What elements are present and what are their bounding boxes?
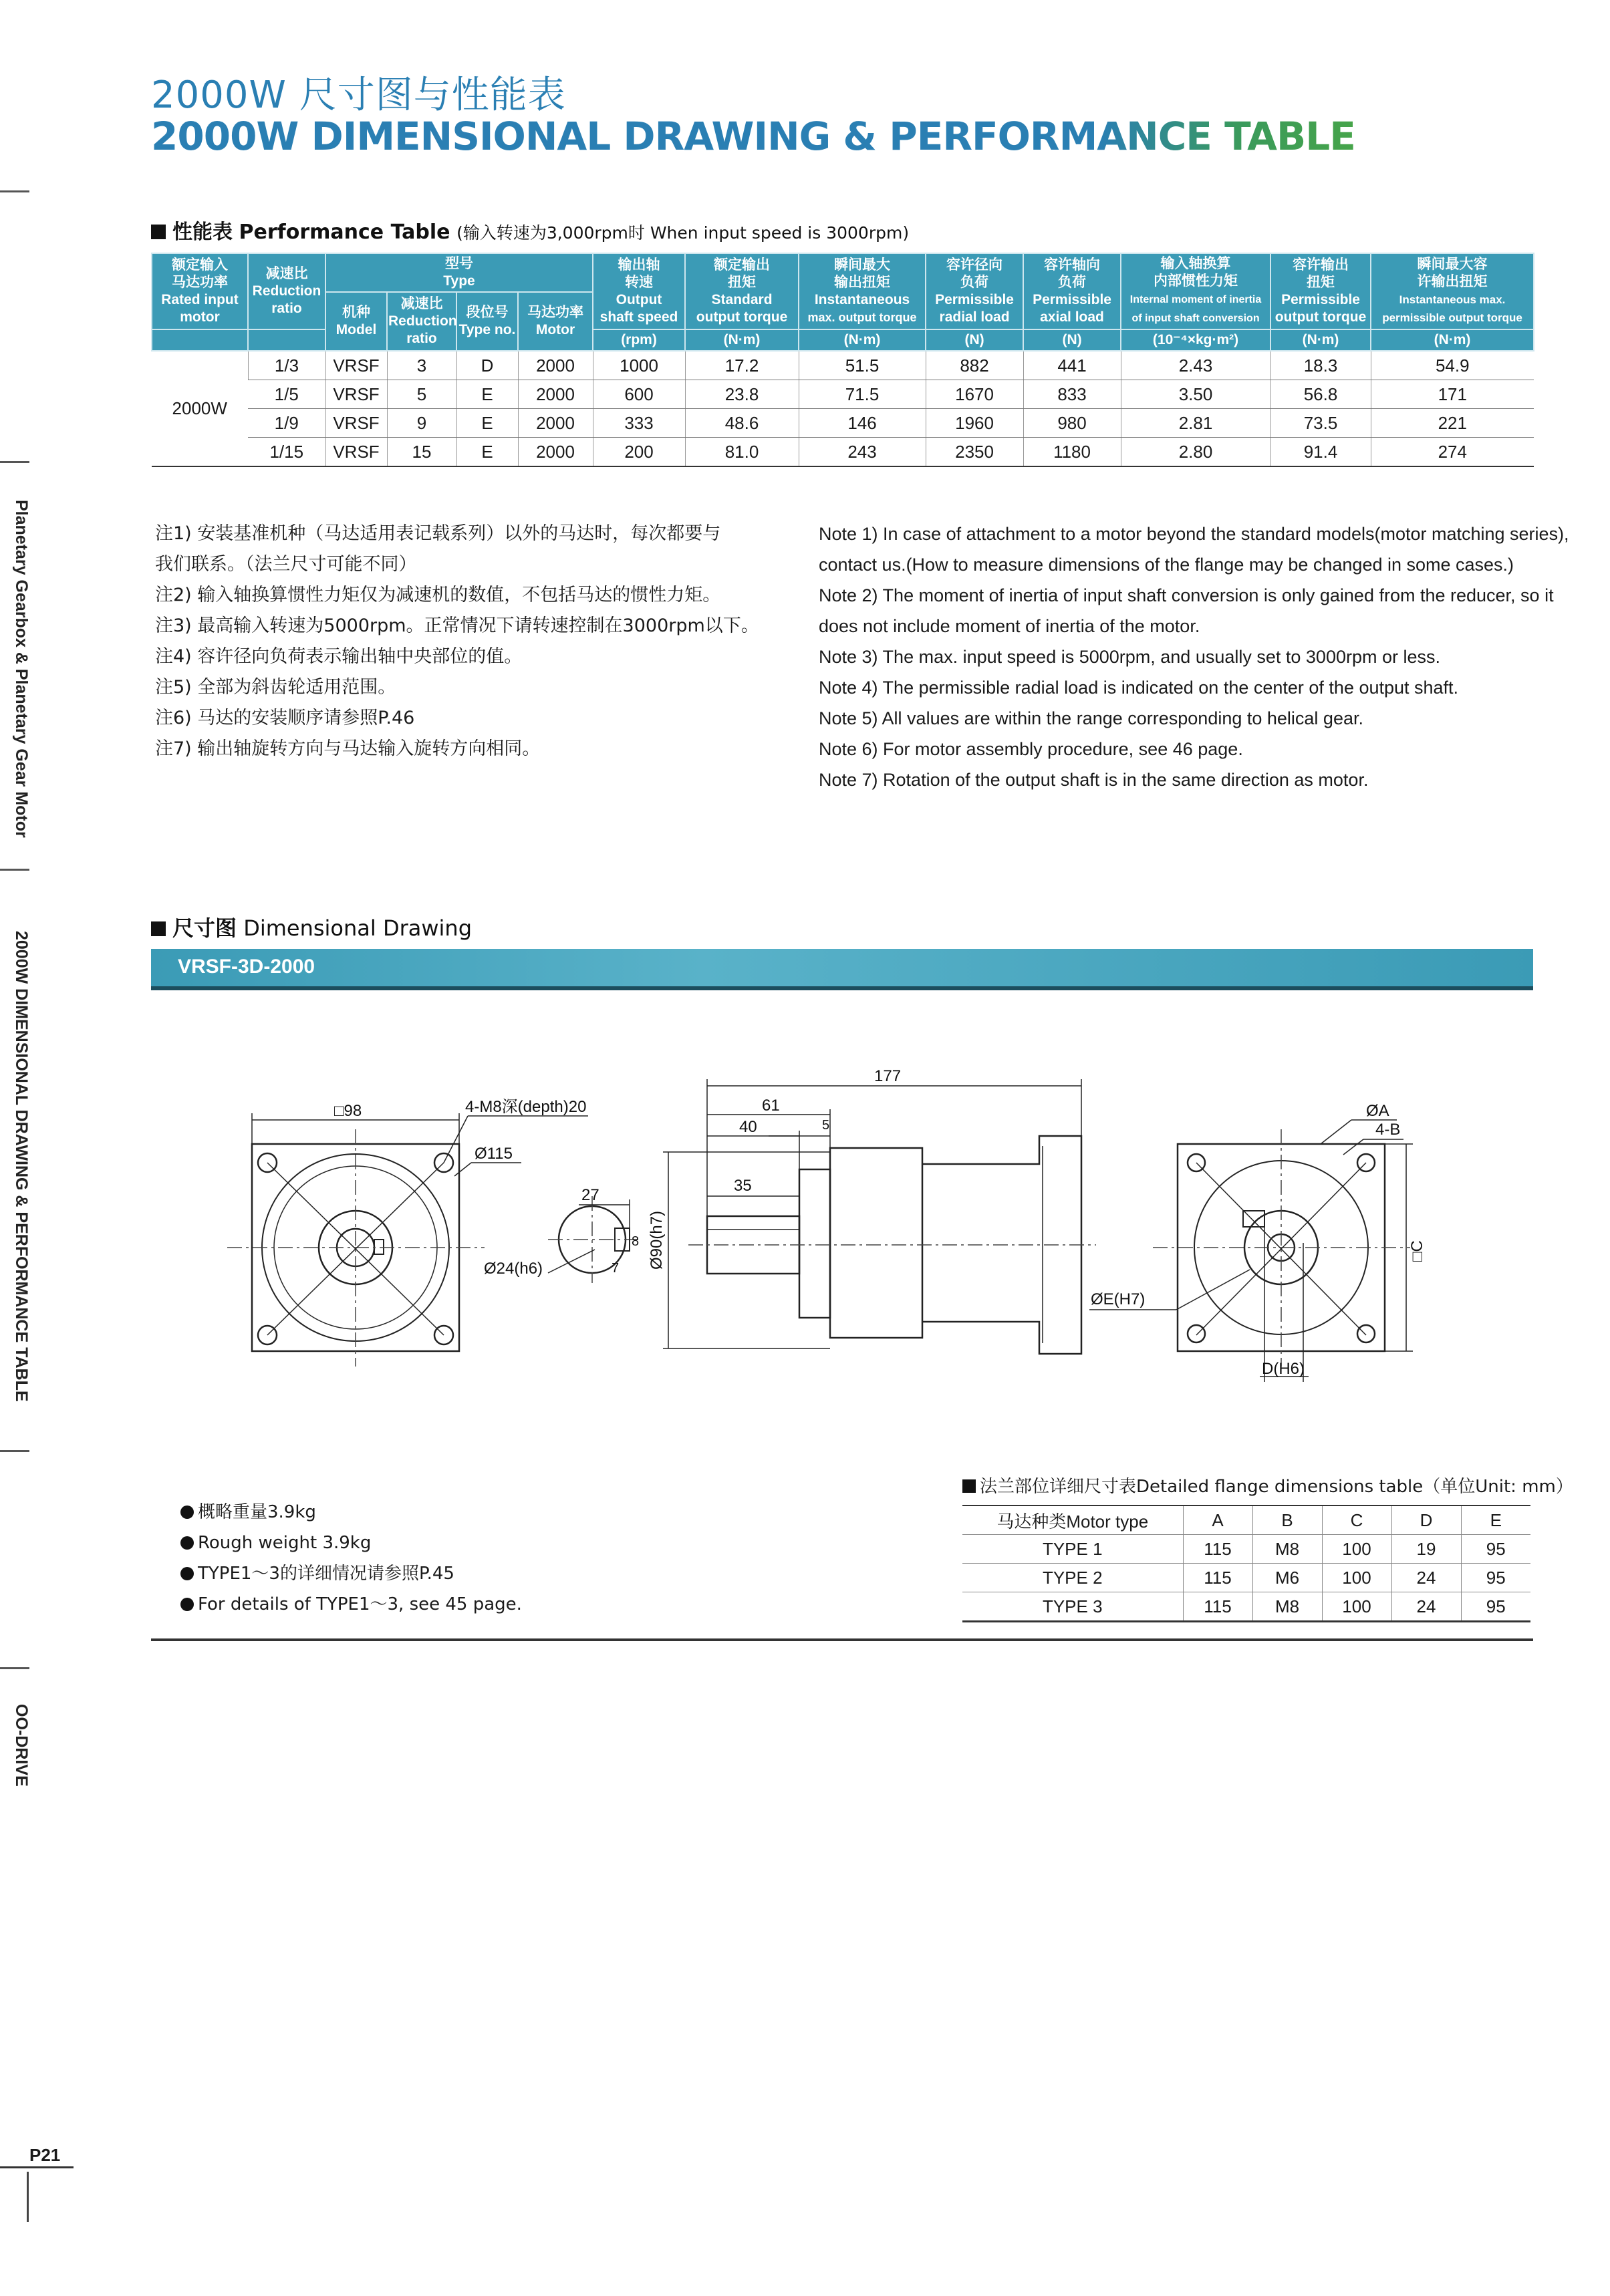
cell: 95 <box>1461 1564 1530 1592</box>
cell: 1180 <box>1023 438 1121 467</box>
cell: TYPE 1 <box>962 1535 1183 1564</box>
dim-dA: ØA <box>1366 1102 1389 1120</box>
flange-header: 马达种类Motor type <box>962 1505 1183 1535</box>
list-item <box>180 1497 522 1528</box>
cell: M8 <box>1252 1535 1322 1564</box>
cell: 2.81 <box>1121 409 1270 438</box>
note-line: 注1) 安装基准机种（马达适用表记载系列）以外的马达时，每次都要与 <box>155 523 721 544</box>
cell: 600 <box>593 380 685 409</box>
square-bullet-icon <box>962 1479 976 1493</box>
dim-dE: ØE(H7) <box>1091 1290 1146 1308</box>
bullet-text: For details of TYPE1～3, see 45 page. <box>198 1594 522 1614</box>
dim-61: 61 <box>762 1097 780 1115</box>
note-line: Note 1) In case of attachment to a motor beyond the standard models(motor matching series), <box>819 524 1569 544</box>
notes-cn <box>155 519 797 764</box>
flange-caption-text: 法兰部位详细尺寸表Detailed flange dimensions table（单位Unit: mm） <box>980 1477 1573 1497</box>
cell: 882 <box>926 351 1023 380</box>
dimensional-drawing <box>0 1029 1610 1403</box>
list-item <box>180 1528 522 1558</box>
note-line: Note 5) All values are within the range corresponding to helical gear. <box>819 708 1363 728</box>
cell: TYPE 3 <box>962 1592 1183 1622</box>
col-permissible-torque: 容许输出 扭矩 Permissible output torque <box>1270 253 1371 329</box>
side-label-section: 2000W DIMENSIONAL DRAWING & PERFORMANCE TABLE <box>12 931 31 1402</box>
margin-mark <box>0 1667 29 1669</box>
cell: 51.5 <box>799 351 926 380</box>
dim-dD: D(H6) <box>1262 1360 1305 1378</box>
cell: M6 <box>1252 1564 1322 1592</box>
note-line: 注3) 最高输入转速为5000rpm。正常情况下请转速控制在3000rpm以下。 <box>155 615 759 636</box>
flange-header: D <box>1391 1505 1461 1535</box>
list-item <box>180 1589 522 1620</box>
cell: 115 <box>1183 1564 1252 1592</box>
unit-max-torque: (N·m) <box>799 329 926 351</box>
cell: 24 <box>1391 1564 1461 1592</box>
bullet-text: TYPE1～3的详细情况请参照P.45 <box>198 1564 454 1584</box>
title-en-part2: PERFORMANCE TABLE <box>889 114 1355 159</box>
cell: TYPE 2 <box>962 1564 1183 1592</box>
dim-d24: Ø24(h6) <box>484 1260 543 1278</box>
cell: 9 <box>387 409 456 438</box>
dim-177: 177 <box>874 1067 902 1085</box>
cell: 71.5 <box>799 380 926 409</box>
drawing-heading <box>151 911 472 942</box>
cell: E <box>456 409 518 438</box>
note-line: Note 6) For motor assembly procedure, see 46 page. <box>819 739 1243 759</box>
col-motor: 马达功率 Motor <box>518 292 593 351</box>
col-inertia: 输入轴换算 内部惯性力矩 Internal moment of inertia of input shaft conversion <box>1121 253 1270 329</box>
cell: VRSF <box>325 409 387 438</box>
note-line: Note 4) The permissible radial load is indicated on the center of the output shaft. <box>819 678 1459 698</box>
margin-mark <box>0 1450 29 1452</box>
performance-heading-cn: 性能表 <box>172 221 233 244</box>
flange-table-caption <box>962 1473 1573 1497</box>
margin-mark <box>0 869 29 871</box>
col-instant-permissible-torque: 瞬间最大容 许输出扭矩 Instantaneous max. permissible output torque <box>1371 253 1534 329</box>
flange-header: B <box>1252 1505 1322 1535</box>
cell: 274 <box>1371 438 1534 467</box>
col-reduction-ratio: 减速比 Reduction ratio <box>248 253 325 329</box>
cell: 100 <box>1322 1592 1391 1622</box>
square-bullet-icon <box>151 921 166 936</box>
weight-notes <box>180 1497 522 1620</box>
performance-heading-note: (输入转速为3,000rpm时 When input speed is 3000rpm) <box>456 223 910 243</box>
dot-bullet-icon <box>180 1598 194 1611</box>
flange-header: C <box>1322 1505 1391 1535</box>
note-line: 注7) 输出轴旋转方向与马达输入旋转方向相同。 <box>155 738 541 759</box>
flange-table <box>962 1505 1530 1622</box>
note-line: 注6) 马达的安装顺序请参照P.46 <box>155 708 415 728</box>
cell: 146 <box>799 409 926 438</box>
dim-square-98: □98 <box>334 1102 362 1120</box>
list-item <box>180 1558 522 1589</box>
unit-rated <box>152 329 248 351</box>
model-bar <box>151 949 1533 990</box>
cell: 23.8 <box>685 380 799 409</box>
cell: 2000 <box>518 438 593 467</box>
cell: VRSF <box>325 351 387 380</box>
cell: 73.5 <box>1270 409 1371 438</box>
title-en-part1: 2000W DIMENSIONAL DRAWING & <box>151 114 890 159</box>
cell: 1/5 <box>248 380 325 409</box>
cell: 2000 <box>518 351 593 380</box>
table-row <box>962 1535 1530 1564</box>
cell: 2350 <box>926 438 1023 467</box>
cell: 3.50 <box>1121 380 1270 409</box>
cell: 54.9 <box>1371 351 1534 380</box>
cell: 5 <box>387 380 456 409</box>
header-row-1 <box>152 253 1534 292</box>
cell: 200 <box>593 438 685 467</box>
cell: 115 <box>1183 1535 1252 1564</box>
note-line: Note 7) Rotation of the output shaft is in the same direction as motor. <box>819 770 1369 790</box>
cell: 115 <box>1183 1592 1252 1622</box>
margin-mark <box>0 461 29 463</box>
drawing-heading-en: Dimensional Drawing <box>243 915 473 941</box>
table-row <box>152 438 1534 467</box>
cell: 2000 <box>518 409 593 438</box>
cell: 56.8 <box>1270 380 1371 409</box>
cell: 1/3 <box>248 351 325 380</box>
unit-radial: (N) <box>926 329 1023 351</box>
note-line: 注4) 容许径向负荷表示输出轴中央部位的值。 <box>155 646 523 667</box>
table-row <box>152 409 1534 438</box>
col-output-speed: 输出轴 转速 Output shaft speed <box>593 253 685 329</box>
col-rated-motor: 额定输入 马达功率 Rated input motor <box>152 253 248 329</box>
cell: 48.6 <box>685 409 799 438</box>
square-bullet-icon <box>151 225 166 239</box>
page-title-en <box>151 114 1355 159</box>
note-line: 注5) 全部为斜齿轮适用范围。 <box>155 677 396 698</box>
table-row <box>962 1592 1530 1622</box>
dim-holes: 4-M8深(depth)20 <box>465 1098 587 1116</box>
note-line: Note 2) The moment of inertia of input shaft conversion is only gained from the reducer, so it <box>819 585 1554 605</box>
margin-mark <box>27 2172 29 2222</box>
col-type-no: 段位号 Type no. <box>456 292 518 351</box>
group-label: 2000W <box>152 351 248 466</box>
note-line: 注2) 输入轴换算惯性力矩仅为减速机的数值，不包括马达的惯性力矩。 <box>155 585 721 605</box>
unit-inertia: (10⁻⁴×kg·m²) <box>1121 329 1270 351</box>
cell: 2.43 <box>1121 351 1270 380</box>
cell: M8 <box>1252 1592 1322 1622</box>
cell: 100 <box>1322 1535 1391 1564</box>
col-standard-torque: 额定输出 扭矩 Standard output torque <box>685 253 799 329</box>
cell: D <box>456 351 518 380</box>
side-label-series: Planetary Gearbox & Planetary Gear Motor <box>12 500 31 838</box>
dim-key-8: 8 <box>632 1234 640 1249</box>
dim-d90: Ø90(h7) <box>648 1210 666 1270</box>
note-line: does not include moment of inertia of the motor. <box>819 616 1200 636</box>
col-model: 机种 Model <box>325 292 387 351</box>
col-max-torque: 瞬间最大 输出扭矩 Instantaneous max. output torque <box>799 253 926 329</box>
cell: VRSF <box>325 380 387 409</box>
cell: E <box>456 380 518 409</box>
dim-d115: Ø115 <box>475 1145 513 1163</box>
col-axial-load: 容许轴向 负荷 Permissible axial load <box>1023 253 1121 329</box>
performance-heading-en: Performance Table <box>239 221 450 244</box>
cell: 441 <box>1023 351 1121 380</box>
table-row <box>962 1564 1530 1592</box>
flange-header-row <box>962 1505 1530 1535</box>
unit-speed: (rpm) <box>593 329 685 351</box>
dim-sqC: □C <box>1408 1240 1426 1262</box>
cell: 171 <box>1371 380 1534 409</box>
cell: 100 <box>1322 1564 1391 1592</box>
cell: 95 <box>1461 1535 1530 1564</box>
dim-40: 40 <box>739 1118 757 1136</box>
dim-5: 5 <box>822 1118 830 1133</box>
side-label-brand: OO-DRIVE <box>12 1704 31 1787</box>
note-line: Note 3) The max. input speed is 5000rpm, and usually set to 3000rpm or less. <box>819 647 1440 667</box>
cell: 243 <box>799 438 926 467</box>
cell: 2000 <box>518 380 593 409</box>
cell: 15 <box>387 438 456 467</box>
bullet-text: Rough weight 3.9kg <box>198 1533 372 1553</box>
section-divider <box>151 1638 1533 1641</box>
page-number-rule <box>0 2166 74 2168</box>
cell: 91.4 <box>1270 438 1371 467</box>
cell: 1/9 <box>248 409 325 438</box>
cell: 24 <box>1391 1592 1461 1622</box>
unit-perm-torque: (N·m) <box>1270 329 1371 351</box>
performance-heading <box>151 215 909 245</box>
cell: 2.80 <box>1121 438 1270 467</box>
cell: 19 <box>1391 1535 1461 1564</box>
cell: 333 <box>593 409 685 438</box>
unit-axial: (N) <box>1023 329 1121 351</box>
dot-bullet-icon <box>180 1567 194 1580</box>
unit-reduction <box>248 329 325 351</box>
unit-inst-torque: (N·m) <box>1371 329 1534 351</box>
dot-bullet-icon <box>180 1505 194 1519</box>
table-row <box>152 380 1534 409</box>
cell: 95 <box>1461 1592 1530 1622</box>
cell: 1/15 <box>248 438 325 467</box>
cell: 1000 <box>593 351 685 380</box>
col-reduction: 减速比 Reduction ratio <box>387 292 456 351</box>
cell: 3 <box>387 351 456 380</box>
dim-key-7: 7 <box>612 1261 620 1276</box>
page-title-cn: 2000W 尺寸图与性能表 <box>151 74 566 117</box>
cell: 17.2 <box>685 351 799 380</box>
note-line: contact us.(How to measure dimensions of the flange may be changed in some cases.) <box>819 555 1514 575</box>
dim-35: 35 <box>734 1177 752 1195</box>
cell: 1670 <box>926 380 1023 409</box>
unit-std-torque: (N·m) <box>685 329 799 351</box>
cell: 81.0 <box>685 438 799 467</box>
performance-table <box>151 253 1534 467</box>
cell: 980 <box>1023 409 1121 438</box>
flange-header: E <box>1461 1505 1530 1535</box>
dim-key-27: 27 <box>581 1186 599 1204</box>
page-number: P21 <box>29 2145 61 2165</box>
cell: 833 <box>1023 380 1121 409</box>
cell: 221 <box>1371 409 1534 438</box>
cell: 18.3 <box>1270 351 1371 380</box>
notes-en <box>819 519 1569 795</box>
flange-header: A <box>1183 1505 1252 1535</box>
cell: VRSF <box>325 438 387 467</box>
table-row <box>152 351 1534 380</box>
col-type: 型号 Type <box>325 253 593 292</box>
note-line: 我们联系。（法兰尺寸可能不同） <box>155 554 417 575</box>
model-name: VRSF-3D-2000 <box>178 956 315 978</box>
cell: E <box>456 438 518 467</box>
dim-4B: 4-B <box>1375 1121 1401 1139</box>
col-radial-load: 容许径向 负荷 Permissible radial load <box>926 253 1023 329</box>
cell: 1960 <box>926 409 1023 438</box>
bullet-text: 概略重量3.9kg <box>198 1502 316 1522</box>
margin-mark <box>0 190 29 192</box>
dot-bullet-icon <box>180 1536 194 1550</box>
drawing-heading-cn: 尺寸图 <box>172 915 237 941</box>
